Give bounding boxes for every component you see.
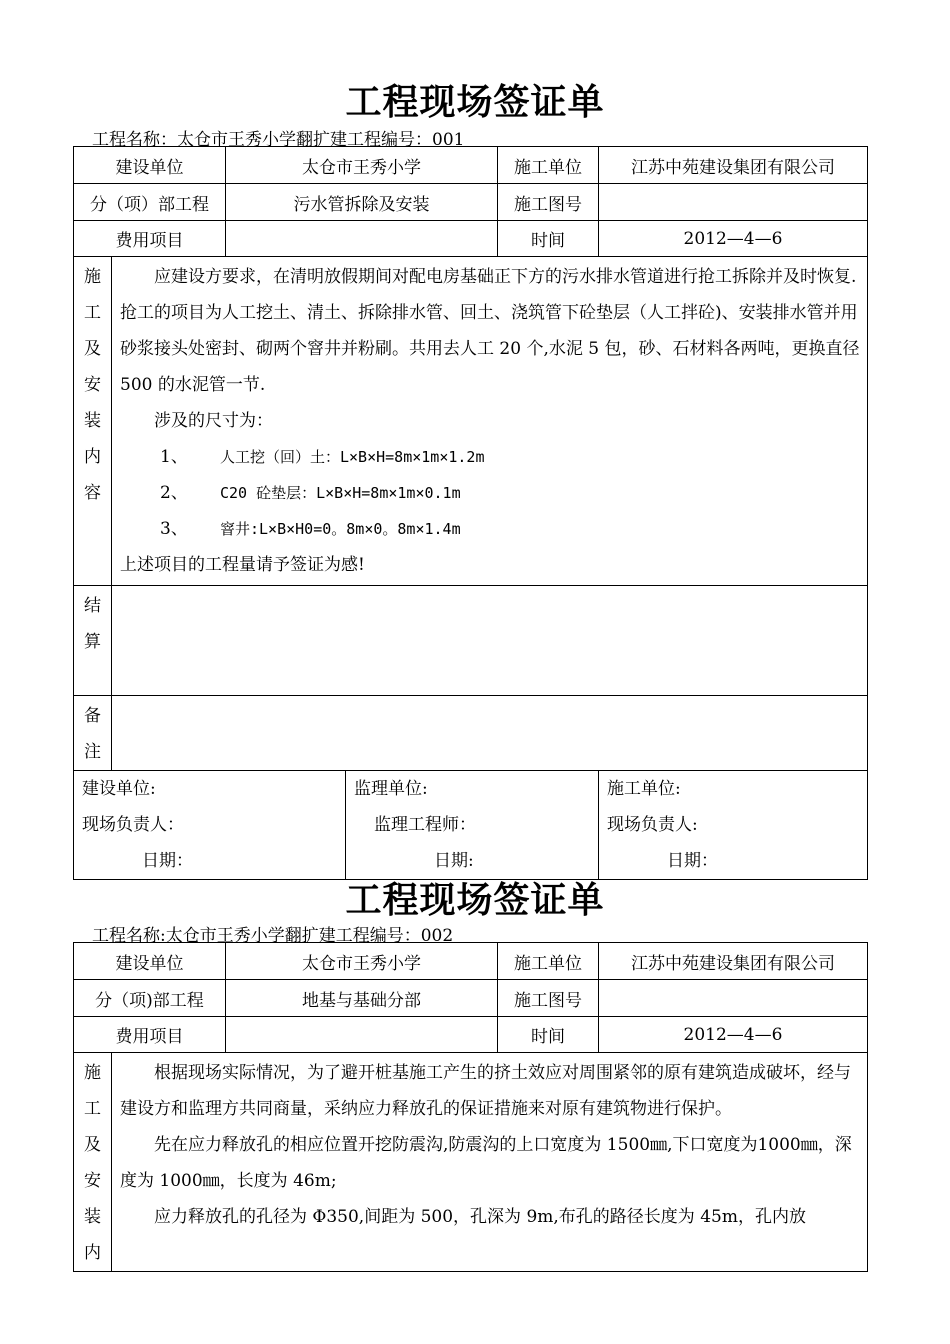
form2-time-value: 2012—4—6 — [599, 1017, 868, 1053]
form2-cost-label: 费用项目 — [74, 1017, 226, 1053]
form1-remark-value — [112, 696, 868, 771]
form1-row-signatures — [74, 771, 868, 880]
form2-drawing-value — [599, 980, 868, 1017]
form2-table — [73, 942, 868, 1272]
form1-content-paragraph: 应建设方要求，在清明放假期间对配电房基础正下方的污水排水管道进行抢工拆除并及时恢复.抢工的项目为人工挖土、清土、拆除排水管、回土、浇筑管下砼垫层（人工拌砼)、安装排水管并用砂浆接头处密封、砌两个窨井并粉刷。共用去人工 20 个,水泥 5 包，砂、石材料各两吨，更换直径 500 的水泥管一节. — [120, 267, 860, 395]
form1-row-subproject — [74, 184, 868, 221]
form1-drawing-label: 施工图号 — [498, 184, 599, 221]
form1-owner-value: 太仓市王秀小学 — [226, 147, 498, 184]
form2-time-label: 时间 — [498, 1017, 599, 1053]
form1-dimension-item-2: 2、 C20 砼垫层：L×B×H=8m×1m×0.1m — [160, 483, 461, 503]
form2-contractor-label: 施工单位 — [498, 943, 599, 980]
form2-content-label: 施 工 及 安 装 内 — [74, 1053, 112, 1272]
form2-row-content — [74, 1053, 868, 1272]
form1-row-settlement — [74, 586, 868, 696]
form2-drawing-label: 施工图号 — [498, 980, 599, 1017]
form2-row-cost — [74, 1017, 868, 1053]
form1-time-label: 时间 — [498, 221, 599, 257]
form1-owner-label: 建设单位 — [74, 147, 226, 184]
form1-content-label: 施 工 及 安 装 内 容 — [74, 257, 112, 586]
form2-content-paragraph-2: 先在应力释放孔的相应位置开挖防震沟,防震沟的上口宽度为 1500㎜,下口宽度为1000㎜，深度为 1000㎜，长度为 46m; — [120, 1135, 852, 1191]
form1-settlement-value — [112, 586, 868, 696]
form2-row-units — [74, 943, 868, 980]
form1-contractor-value: 江苏中苑建设集团有限公司 — [599, 147, 868, 184]
form1-drawing-value — [599, 184, 868, 221]
form2-project-line: 工程名称:太仓市王秀小学翻扩建工程编号：002 — [92, 926, 454, 946]
form1-row-cost — [74, 221, 868, 257]
form1-row-remark — [74, 696, 868, 771]
form1-subproject-value: 污水管拆除及安装 — [226, 184, 498, 221]
form2-subproject-value: 地基与基础分部 — [226, 980, 498, 1017]
form1-cost-label: 费用项目 — [74, 221, 226, 257]
form2-cost-value — [226, 1017, 498, 1053]
form1-supervisor-signature: 监理单位: 监理工程师： 日期: — [346, 771, 599, 880]
form2-content-body — [112, 1053, 868, 1272]
form1-project-line: 工程名称：太仓市王秀小学翻扩建工程编号：001 — [92, 130, 465, 150]
form1-settlement-label: 结 算 — [74, 586, 112, 696]
form1-row-content — [74, 257, 868, 586]
form1-dimension-item-3: 3、 窨井:L×B×H0=0。8m×0。8m×1.4m — [160, 519, 461, 539]
form1-title: 工程现场签证单 — [345, 81, 605, 123]
form1-cost-value — [226, 221, 498, 257]
form2-subproject-label: 分（项)部工程 — [74, 980, 226, 1017]
form1-remark-label: 备 注 — [74, 696, 112, 771]
form1-dimension-intro: 涉及的尺寸为： — [154, 411, 273, 431]
form1-closing-text: 上述项目的工程量请予签证为感! — [120, 555, 365, 575]
form2-owner-value: 太仓市王秀小学 — [226, 943, 498, 980]
form1-table — [73, 146, 868, 880]
form2-title: 工程现场签证单 — [345, 879, 605, 921]
form1-owner-signature: 建设单位: 现场负责人： 日期： — [74, 771, 346, 880]
form2-owner-label: 建设单位 — [74, 943, 226, 980]
form2-content-paragraph-1: 根据现场实际情况，为了避开桩基施工产生的挤土效应对周围紧邻的原有建筑造成破坏，经与建设方和监理方共同商量，采纳应力释放孔的保证措施来对原有建筑物进行保护。 — [120, 1063, 851, 1119]
form2-contractor-value: 江苏中苑建设集团有限公司 — [599, 943, 868, 980]
form1-dimension-item-1: 1、 人工挖（回）土：L×B×H=8m×1m×1.2m — [160, 447, 485, 467]
form2-content-paragraph-3: 应力释放孔的孔径为 Φ350,间距为 500，孔深为 9m,布孔的路径长度为 45m，孔内放 — [154, 1207, 806, 1227]
form1-row-units — [74, 147, 868, 184]
form2-row-subproject — [74, 980, 868, 1017]
form1-contractor-signature: 施工单位: 现场负责人: 日期： — [599, 771, 868, 880]
form1-time-value: 2012—4—6 — [599, 221, 868, 257]
form1-contractor-label: 施工单位 — [498, 147, 599, 184]
form1-content-body — [112, 257, 868, 586]
form1-subproject-label: 分（项）部工程 — [74, 184, 226, 221]
